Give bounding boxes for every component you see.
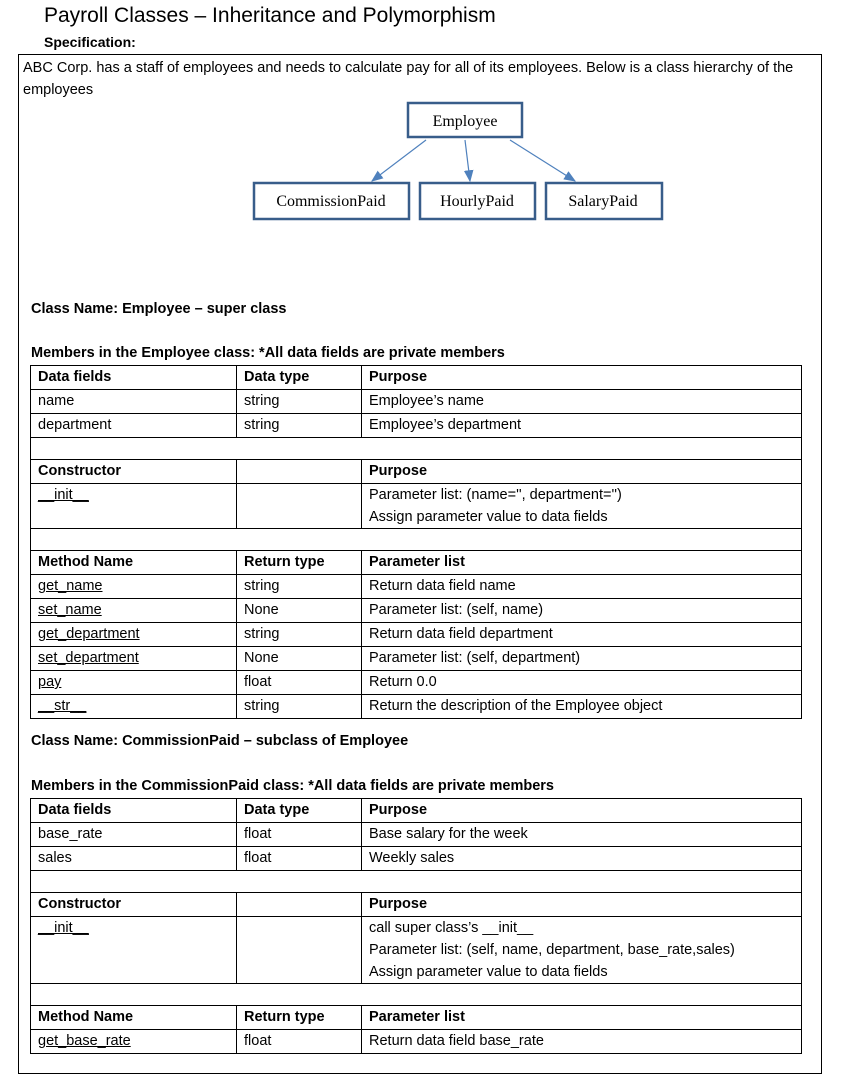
table-row	[31, 414, 802, 438]
method-name: get_name	[31, 575, 237, 599]
employee-members-table	[30, 365, 802, 719]
method-parameters: Return the description of the Employee object	[362, 695, 802, 719]
constructor-name: __init__	[31, 484, 237, 529]
spacer-row	[31, 984, 802, 1006]
method-parameters: Return 0.0	[362, 671, 802, 695]
table-row	[31, 390, 802, 414]
intro-paragraph: ABC Corp. has a staff of employees and needs to calculate pay for all of its employees. Below is a class hierarchy of the employees	[23, 60, 794, 98]
header-cell: Return type	[237, 551, 362, 575]
uml-node-employee-label: Employee	[432, 113, 498, 130]
field-name: name	[31, 390, 237, 414]
header-cell: Data fields	[31, 799, 237, 823]
header-cell: Purpose	[362, 799, 802, 823]
field-name: sales	[31, 847, 237, 871]
field-type: float	[237, 847, 362, 871]
method-parameters: Parameter list: (self, name)	[362, 599, 802, 623]
commission-class-heading: Class Name: CommissionPaid – subclass of Employee	[31, 733, 409, 749]
uml-node-hourlypaid	[420, 183, 535, 219]
header-cell: Parameter list	[362, 551, 802, 575]
table-row	[31, 671, 802, 695]
method-return-type: string	[237, 695, 362, 719]
uml-node-salarypaid-label: SalaryPaid	[568, 193, 638, 210]
header-cell: Purpose	[362, 460, 802, 484]
spacer-row	[31, 438, 802, 460]
inheritance-arrow-commission	[372, 140, 426, 181]
method-parameters: Return data field department	[362, 623, 802, 647]
header-cell	[237, 893, 362, 917]
constructor-type	[237, 484, 362, 529]
header-cell: Method Name	[31, 1006, 237, 1030]
table-header-row	[31, 1006, 802, 1030]
field-purpose: Employee’s name	[362, 390, 802, 414]
method-name: pay	[31, 671, 237, 695]
header-cell	[237, 460, 362, 484]
table-row	[31, 823, 802, 847]
field-type: string	[237, 414, 362, 438]
table-row	[31, 647, 802, 671]
header-cell: Purpose	[362, 366, 802, 390]
header-cell: Constructor	[31, 893, 237, 917]
inheritance-arrow-hourly	[465, 140, 470, 181]
method-name: set_name	[31, 599, 237, 623]
employee-members-heading: Members in the Employee class: *All data fields are private members	[31, 345, 505, 361]
method-name: __str__	[31, 695, 237, 719]
header-cell: Purpose	[362, 893, 802, 917]
table-header-row	[31, 366, 802, 390]
method-name: get_department	[31, 623, 237, 647]
table-row	[31, 484, 802, 529]
uml-node-salarypaid	[546, 183, 662, 219]
method-return-type: string	[237, 623, 362, 647]
commission-members-table	[30, 798, 802, 1054]
method-name: get_base_rate	[31, 1030, 237, 1054]
header-cell: Data type	[237, 799, 362, 823]
table-header-row	[31, 799, 802, 823]
table-row	[31, 623, 802, 647]
employee-class-heading: Class Name: Employee – super class	[31, 301, 287, 317]
uml-node-employee	[408, 103, 522, 137]
method-return-type: float	[237, 1030, 362, 1054]
method-parameters: Return data field name	[362, 575, 802, 599]
table-row	[31, 917, 802, 984]
table-header-row	[31, 460, 802, 484]
header-cell: Method Name	[31, 551, 237, 575]
page-title: Payroll Classes – Inheritance and Polymorphism	[44, 4, 496, 27]
constructor-purpose: Parameter list: (name='', department='') Assign parameter value to data fields	[362, 484, 802, 529]
header-cell: Data type	[237, 366, 362, 390]
field-purpose: Base salary for the week	[362, 823, 802, 847]
table-row	[31, 1030, 802, 1054]
method-return-type: None	[237, 647, 362, 671]
table-row	[31, 847, 802, 871]
spacer-row	[31, 871, 802, 893]
uml-node-commissionpaid	[254, 183, 409, 219]
method-parameters: Parameter list: (self, department)	[362, 647, 802, 671]
header-cell: Return type	[237, 1006, 362, 1030]
commission-members-heading: Members in the CommissionPaid class: *All data fields are private members	[31, 778, 554, 794]
uml-node-hourlypaid-label: HourlyPaid	[440, 193, 514, 210]
method-parameters: Return data field base_rate	[362, 1030, 802, 1054]
field-type: float	[237, 823, 362, 847]
class-hierarchy-diagram	[0, 0, 842, 240]
field-purpose: Weekly sales	[362, 847, 802, 871]
uml-node-commissionpaid-label: CommissionPaid	[276, 193, 386, 210]
inheritance-arrow-salary	[510, 140, 575, 181]
table-header-row	[31, 893, 802, 917]
field-name: department	[31, 414, 237, 438]
constructor-type	[237, 917, 362, 984]
header-cell: Parameter list	[362, 1006, 802, 1030]
constructor-name: __init__	[31, 917, 237, 984]
field-purpose: Employee’s department	[362, 414, 802, 438]
header-cell: Data fields	[31, 366, 237, 390]
method-name: set_department	[31, 647, 237, 671]
method-return-type: None	[237, 599, 362, 623]
spacer-row	[31, 529, 802, 551]
header-cell: Constructor	[31, 460, 237, 484]
field-type: string	[237, 390, 362, 414]
field-name: base_rate	[31, 823, 237, 847]
table-row	[31, 695, 802, 719]
table-header-row	[31, 551, 802, 575]
specification-label: Specification:	[44, 34, 136, 50]
table-row	[31, 575, 802, 599]
method-return-type: string	[237, 575, 362, 599]
constructor-purpose: call super class’s __init__ Parameter list: (self, name, department, base_rate,sales) Assign parameter value to data fields	[362, 917, 802, 984]
table-row	[31, 599, 802, 623]
method-return-type: float	[237, 671, 362, 695]
